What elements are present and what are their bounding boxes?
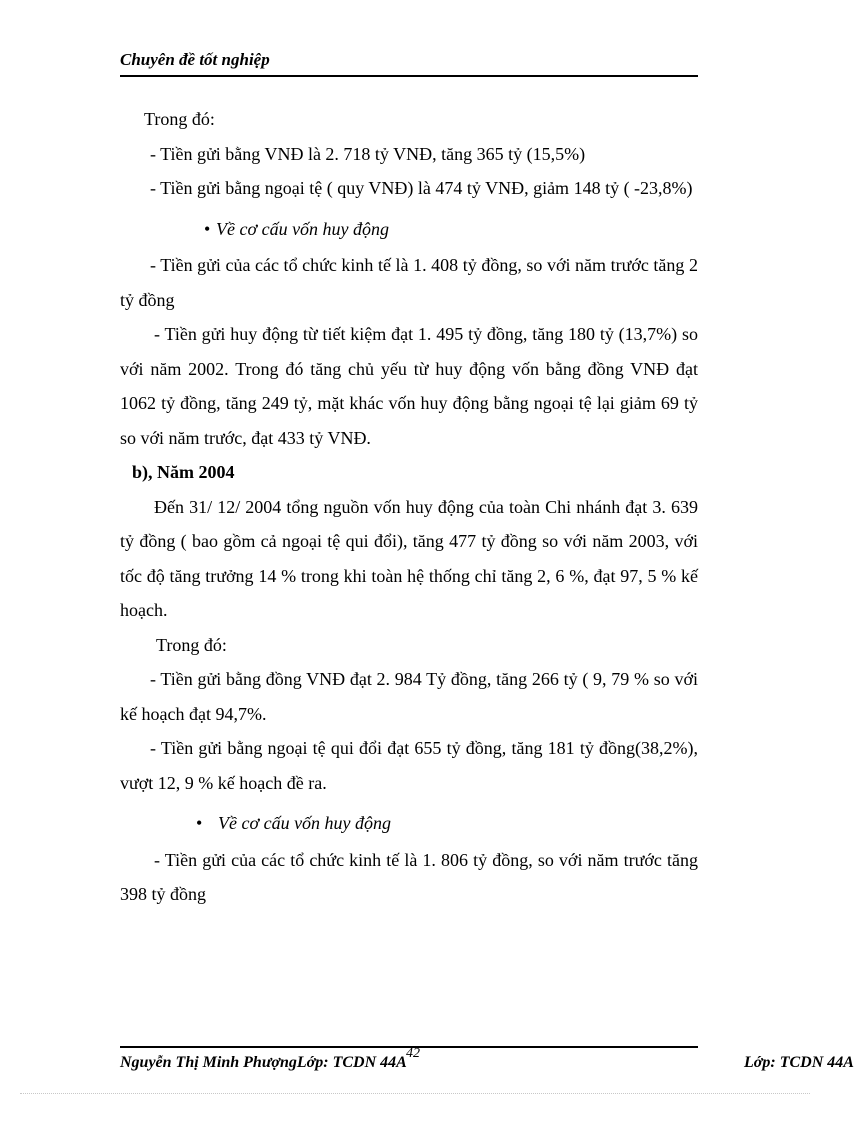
paragraph-tien-gui-ngoai-te-2003: - Tiền gửi bằng ngoại tệ ( quy VNĐ) là 474 tỷ VNĐ, giảm 148 tỷ ( -23,8%) [150, 178, 693, 198]
paragraph-to-chuc-kinh-te-2004: - Tiền gửi của các tổ chức kinh tế là 1. 806 tỷ đồng, so với năm trước tăng 398 tỷ đồng [120, 849, 698, 904]
paragraph-trong-do-1: Trong đó: [144, 109, 215, 129]
section-heading-nam-2004: b), Năm 2004 [132, 462, 235, 482]
footer-author-class: Nguyễn Thị Minh PhượngLớp: TCDN 44A [120, 1054, 407, 1071]
footer-class-label: Lớp: TCDN 44A [744, 1054, 854, 1071]
bullet-co-cau-von-2 [120, 806, 698, 841]
bullet-dot-icon: • [196, 813, 203, 833]
header-title: Chuyên đề tốt nghiệp [120, 50, 270, 69]
page-footer [120, 1046, 854, 1086]
bullet-label-2: Về cơ cấu vốn huy động [218, 813, 392, 833]
bullet-co-cau-von-1 [120, 212, 698, 247]
body-text [120, 102, 698, 912]
paragraph-tien-gui-vnd-2004: - Tiền gửi bằng đồng VNĐ đạt 2. 984 Tỷ đồng, tăng 266 tỷ ( 9, 79 % so với kế hoạch đạt 94,7%. [120, 669, 698, 724]
footer-page-number: 42 [406, 1046, 420, 1061]
page-bottom-dotted-border [20, 1093, 810, 1094]
paragraph-to-chuc-kinh-te-2003: - Tiền gửi của các tổ chức kinh tế là 1. 408 tỷ đồng, so với năm trước tăng 2 tỷ đồng [120, 255, 698, 310]
bullet-label-1: Về cơ cấu vốn huy động [216, 218, 390, 239]
paragraph-tien-gui-ngoai-te-2004: - Tiền gửi bằng ngoại tệ qui đổi đạt 655 tỷ đồng, tăng 181 tỷ đồng(38,2%), vượt 12, 9 % kế hoạch đề ra. [120, 738, 698, 793]
paragraph-tien-gui-vnd-2003: - Tiền gửi bằng VNĐ là 2. 718 tỷ VNĐ, tăng 365 tỷ (15,5%) [150, 143, 586, 164]
paragraph-tong-nguon-von-2004: Đến 31/ 12/ 2004 tổng nguồn vốn huy động của toàn Chi nhánh đạt 3. 639 tỷ đồng ( bao gồm cả ngoại tệ qui đổi), tăng 477 tỷ đồng so với năm 2003, với tốc độ tăng trưởng 14 % trong khi toàn hệ thống chỉ tăng 2, 6 %, đạt 97, 5 % kế hoạch. [120, 496, 698, 620]
header-rule [120, 75, 698, 77]
page-header [120, 50, 698, 70]
bullet-dot-icon: • [204, 218, 211, 239]
paragraph-trong-do-2: Trong đó: [156, 634, 227, 655]
paragraph-tiet-kiem-2003: - Tiền gửi huy động từ tiết kiệm đạt 1. 495 tỷ đồng, tăng 180 tỷ (13,7%) so với năm 2002. Trong đó tăng chủ yếu từ huy động vốn bằng đồng VNĐ đạt 1062 tỷ đồng, tăng 249 tỷ, mặt khác vốn huy động bằng ngoại tệ lại giảm 69 tỷ so với năm trước, đạt 433 tỷ VNĐ. [120, 324, 698, 448]
